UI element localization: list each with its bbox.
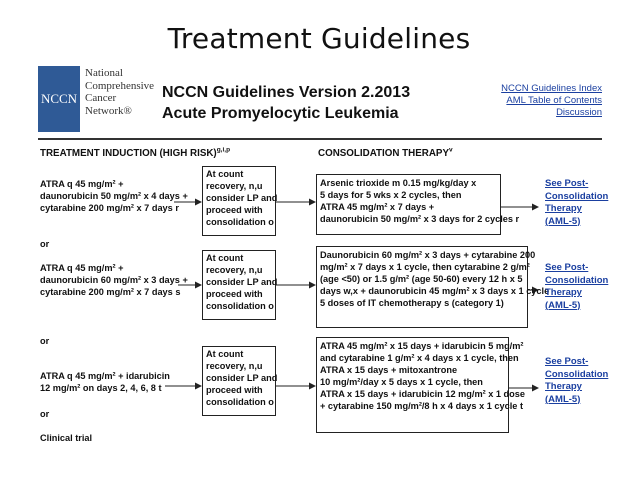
regimen-line: ATRA q 45 mg/m² + idarubicin: [40, 371, 170, 381]
consolidation-line: and cytarabine 1 g/m² x 4 days x 1 cycle, then: [320, 353, 519, 363]
logo-line: National: [85, 67, 123, 79]
recovery-line: consolidation o: [206, 397, 274, 407]
link-line[interactable]: (AML-5): [545, 215, 581, 227]
post-consolidation-link-3[interactable]: [545, 356, 608, 406]
recovery-line: proceed with: [206, 205, 263, 215]
recovery-line: recovery, n,u: [206, 181, 263, 191]
post-consolidation-link-2[interactable]: [545, 262, 608, 312]
recovery-line: consider LP and: [206, 193, 278, 203]
regimen-line: ATRA q 45 mg/m² +: [40, 263, 124, 273]
consolidation-line: days w,x + daunorubicin 45 mg/m² x 3 days x 1 cycle: [320, 286, 550, 296]
consolidation-line: + cytarabine 150 mg/m²/8 h x 4 days x 1 cycle t: [320, 401, 523, 411]
link-line[interactable]: Consolidation: [545, 368, 609, 380]
logo-line: Comprehensive: [85, 79, 155, 92]
slide-title: Treatment Guidelines: [167, 22, 471, 55]
link-line[interactable]: Therapy: [545, 381, 582, 392]
recovery-box-2: [202, 250, 276, 320]
clinical-trial-option: Clinical trial: [40, 433, 93, 443]
recovery-line: At count: [206, 349, 244, 359]
consolidation-line: ATRA x 15 days + idarubicin 12 mg/m² x 1 dose: [320, 389, 525, 399]
recovery-line: consider LP and: [206, 277, 278, 287]
or-connector-3: or: [40, 409, 50, 419]
induction-header-sup: g,i,p: [216, 146, 231, 154]
recovery-line: consolidation o: [206, 301, 274, 311]
post-consolidation-link-1[interactable]: [545, 178, 608, 228]
link-line[interactable]: Consolidation: [545, 190, 609, 202]
consolidation-header-label: CONSOLIDATION THERAPY: [318, 148, 449, 159]
regimen-line: ATRA q 45 mg/m² +: [40, 179, 124, 189]
consolidation-line: (age <50) or 1.5 g/m² (age 50-60) every 12 h x 5: [320, 274, 523, 284]
regimen-line: cytarabine 200 mg/m² x 7 days r: [40, 203, 179, 213]
logo-mark: NCCN: [38, 66, 80, 132]
logo-line: Network®: [85, 104, 132, 117]
recovery-line: consolidation o: [206, 217, 274, 227]
logo-line: Cancer: [85, 92, 117, 104]
link-line[interactable]: Therapy: [545, 287, 582, 298]
consolidation-box-2: [316, 246, 550, 328]
recovery-line: recovery, n,u: [206, 265, 263, 275]
consolidation-box-3: [316, 337, 525, 433]
link-line[interactable]: Therapy: [545, 203, 582, 214]
link-line[interactable]: See Post-: [545, 262, 589, 273]
consolidation-line: 10 mg/m²/day x 5 days x 1 cycle, then: [320, 377, 483, 387]
discussion-link[interactable]: Discussion: [556, 107, 602, 118]
guideline-subtitle: Acute Promyelocytic Leukemia: [162, 105, 399, 122]
recovery-line: At count: [206, 169, 244, 179]
induction-regimen-1: [40, 178, 188, 214]
recovery-box-1: [202, 166, 276, 236]
regimen-line: daunorubicin 50 mg/m² x 4 days +: [40, 191, 188, 201]
consolidation-line: 5 doses of IT chemotherapy s (category 1): [320, 298, 504, 308]
link-line[interactable]: (AML-5): [545, 393, 581, 405]
consolidation-line: ATRA x 15 days + mitoxantrone: [320, 365, 458, 375]
recovery-line: proceed with: [206, 289, 263, 299]
link-line[interactable]: (AML-5): [545, 299, 581, 311]
consolidation-line: ATRA 45 mg/m² x 15 days + idarubicin 5 mg/m²: [320, 341, 524, 351]
recovery-line: recovery, n,u: [206, 361, 263, 371]
recovery-line: consider LP and: [206, 373, 278, 383]
consolidation-box-1: [316, 174, 520, 235]
link-line[interactable]: See Post-: [545, 178, 589, 189]
recovery-line: At count: [206, 253, 244, 263]
consolidation-line: Arsenic trioxide m 0.15 mg/kg/day x: [320, 178, 477, 188]
or-connector-1: or: [40, 239, 50, 249]
consolidation-line: mg/m² x 7 days x 1 cycle, then cytarabine 2 g/m²: [320, 262, 530, 272]
aml-toc-link[interactable]: AML Table of Contents: [506, 95, 602, 106]
regimen-line: daunorubicin 60 mg/m² x 3 days +: [40, 275, 188, 285]
induction-regimen-2: [40, 262, 188, 298]
consolidation-line: Daunorubicin 60 mg/m² x 3 days + cytarabine 200: [320, 250, 536, 260]
guidelines-index-link[interactable]: NCCN Guidelines Index: [501, 83, 602, 94]
recovery-box-3: [202, 346, 276, 416]
guideline-title: NCCN Guidelines Version 2.2013: [162, 84, 411, 101]
induction-header-label: TREATMENT INDUCTION (HIGH RISK): [40, 148, 217, 159]
regimen-line: 12 mg/m² on days 2, 4, 6, 8 t: [40, 383, 162, 393]
regimen-line: cytarabine 200 mg/m² x 7 days s: [40, 287, 181, 297]
link-line[interactable]: Consolidation: [545, 274, 609, 286]
induction-regimen-3: [40, 370, 170, 394]
link-line[interactable]: See Post-: [545, 356, 589, 367]
consolidation-line: 5 days for 5 wks x 2 cycles, then: [320, 190, 462, 200]
consolidation-line: daunorubicin 50 mg/m² x 3 days for 2 cycles r: [320, 214, 520, 224]
recovery-line: proceed with: [206, 385, 263, 395]
consolidation-line: ATRA 45 mg/m² x 7 days +: [320, 202, 435, 212]
or-connector-2: or: [40, 336, 50, 346]
consolidation-header-sup: v: [449, 146, 453, 154]
